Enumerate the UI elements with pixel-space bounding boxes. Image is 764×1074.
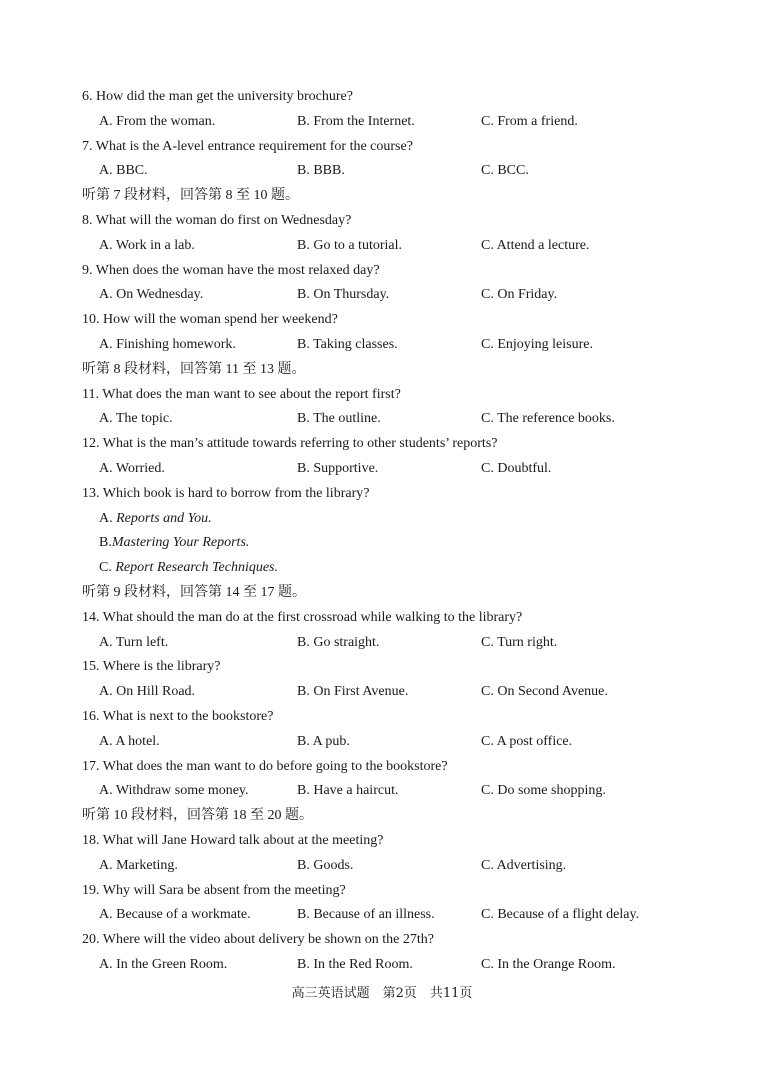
answer-options [0, 334, 764, 356]
answer-options [0, 408, 764, 430]
answer-options [0, 235, 764, 257]
question-text: 19. Why will Sara be absent from the meeting? [82, 882, 346, 898]
question-text: 10. How will the woman spend her weekend? [82, 312, 338, 328]
option-letter: A. [99, 510, 117, 526]
option-c: C. A post office. [481, 733, 573, 749]
option-c: C. Because of a flight delay. [481, 907, 640, 923]
option-b: B. Have a haircut. [297, 783, 399, 799]
answer-options [0, 954, 764, 976]
answer-options [0, 111, 764, 133]
option-c: C. Turn right. [481, 634, 558, 650]
question-text: 14. What should the man do at the first crossroad while walking to the library? [82, 609, 523, 625]
option-c: C. Enjoying leisure. [481, 337, 593, 352]
option-b: B. The outline. [297, 411, 381, 427]
question-text: 16. What is next to the bookstore? [82, 709, 274, 724]
option-a: A. Worried. [99, 461, 165, 476]
section-heading: 听第 10 段材料，回答第 18 至 20 题。 [82, 808, 313, 824]
option-c: C. Advertising. [481, 857, 567, 873]
option-a: A. Because of a workmate. [99, 907, 251, 923]
option-b: B. In the Red Room. [297, 957, 413, 972]
answer-option-line [0, 532, 764, 554]
book-title: Report Research Techniques. [115, 560, 278, 576]
question-text: 8. What will the woman do first on Wednesday? [82, 213, 352, 228]
answer-options [0, 458, 764, 480]
answer-options [0, 731, 764, 753]
option-b: B. Go to a tutorial. [297, 237, 402, 253]
option-a: A. A hotel. [99, 733, 160, 749]
section-heading: 听第 9 段材料，回答第 14 至 17 题。 [82, 585, 306, 600]
question-text: 7. What is the A-level entrance requirement for the course? [82, 138, 413, 154]
book-title: Reports and You. [116, 510, 212, 526]
option-c: C. Doubtful. [481, 461, 552, 476]
option-c: C. On Friday. [481, 287, 558, 303]
section-heading: 听第 7 段材料，回答第 8 至 10 题。 [82, 188, 299, 204]
option-c: C. Attend a lecture. [481, 237, 590, 253]
option-a: A. Marketing. [99, 857, 178, 873]
answer-options [0, 284, 764, 306]
page-footer: 高三英语试题 第2页 共11页 [291, 986, 473, 1001]
option-c: C. From a friend. [481, 113, 578, 129]
option-a: A. The topic. [99, 411, 173, 427]
option-b: B. On Thursday. [297, 287, 390, 303]
option-c: C. In the Orange Room. [481, 957, 616, 972]
option-a: A. In the Green Room. [99, 957, 228, 972]
question-text: 6. How did the man get the university brochure? [82, 89, 353, 104]
option-a: A. On Hill Road. [99, 684, 196, 700]
answer-options [0, 855, 764, 877]
question-text: 12. What is the man’s attitude towards referring to other students’ reports? [82, 436, 498, 452]
question-text: 20. Where will the video about delivery be shown on the 27th? [82, 932, 434, 948]
answer-option-line [0, 508, 764, 530]
option-b: B. Because of an illness. [297, 907, 435, 923]
answer-option-line [0, 557, 764, 579]
answer-option [99, 532, 249, 554]
option-a: A. From the woman. [99, 113, 216, 129]
question-text: 17. What does the man want to do before going to the bookstore? [82, 758, 448, 774]
answer-options [0, 780, 764, 802]
answer-options [0, 681, 764, 703]
option-a: A. BBC. [99, 163, 148, 179]
answer-options [0, 632, 764, 654]
option-b: B. Supportive. [297, 461, 379, 476]
section-heading: 听第 8 段材料，回答第 11 至 13 题。 [82, 361, 306, 377]
option-b: B. Taking classes. [297, 337, 398, 352]
option-c: C. BCC. [481, 163, 529, 179]
answer-options [0, 160, 764, 182]
option-c: C. The reference books. [481, 411, 615, 427]
option-b: B. Go straight. [297, 634, 380, 650]
answer-option [99, 557, 278, 579]
option-b: B. Goods. [297, 857, 354, 873]
question-text: 15. Where is the library? [82, 659, 221, 675]
answer-options [0, 904, 764, 926]
option-a: A. On Wednesday. [99, 287, 204, 303]
option-b: B. A pub. [297, 733, 350, 749]
answer-option [99, 508, 212, 530]
question-text: 18. What will Jane Howard talk about at the meeting? [82, 833, 384, 848]
option-b: B. BBB. [297, 163, 345, 179]
book-title: Mastering Your Reports. [111, 535, 250, 551]
option-b: B. From the Internet. [297, 113, 415, 129]
option-c: C. On Second Avenue. [481, 684, 608, 700]
option-a: A. Turn left. [99, 634, 169, 650]
option-a: A. Withdraw some money. [99, 783, 249, 799]
question-text: 13. Which book is hard to borrow from the library? [82, 485, 370, 501]
question-text: 11. What does the man want to see about the report first? [82, 386, 401, 402]
question-text: 9. When does the woman have the most relaxed day? [82, 262, 380, 278]
option-c: C. Do some shopping. [481, 783, 606, 799]
option-a: A. Finishing homework. [99, 337, 236, 352]
option-b: B. On First Avenue. [297, 684, 409, 700]
option-a: A. Work in a lab. [99, 237, 195, 253]
option-letter: B. [99, 535, 112, 551]
option-letter: C. [99, 560, 116, 576]
